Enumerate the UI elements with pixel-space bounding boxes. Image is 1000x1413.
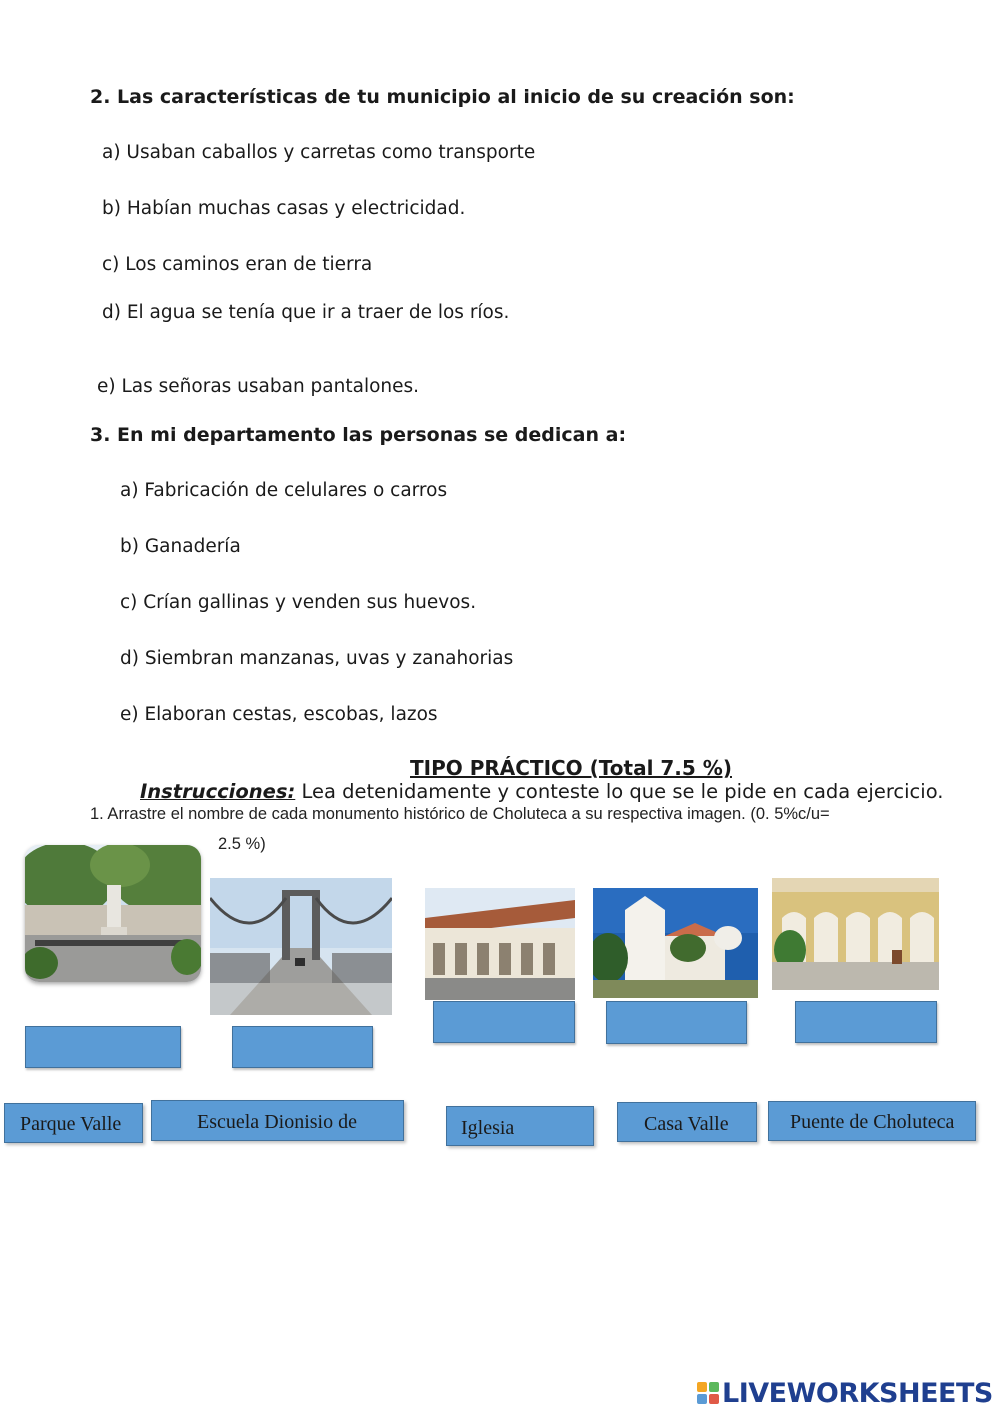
bridge-photo xyxy=(210,878,392,1015)
label-text: Puente de Choluteca xyxy=(790,1111,955,1133)
q2-option-a: a) Usaban caballos y carretas como transporte xyxy=(102,142,536,163)
drop-target-4[interactable] xyxy=(606,1001,747,1044)
label-text: Parque Valle xyxy=(20,1113,122,1135)
drop-target-2[interactable] xyxy=(232,1026,373,1068)
casa-photo xyxy=(772,878,939,990)
drop-target-3[interactable] xyxy=(433,1001,575,1043)
q2-option-b: b) Habían muchas casas y electricidad. xyxy=(102,198,466,219)
draggable-label-iglesia[interactable] xyxy=(446,1106,594,1146)
draggable-label-casa-valle[interactable] xyxy=(617,1102,757,1142)
draggable-label-parque-valle[interactable] xyxy=(4,1103,143,1143)
q2-option-e: e) Las señoras usaban pantalones. xyxy=(97,376,420,397)
park-photo xyxy=(25,845,201,982)
q3-option-e: e) Elaboran cestas, escobas, lazos xyxy=(120,704,438,725)
practical-section-title: TIPO PRÁCTICO (Total 7.5 %) xyxy=(410,756,732,780)
task-1-line-1: 1. Arrastre el nombre de cada monumento histórico de Choluteca a su respectiva imagen. (0. 5%c/u= xyxy=(90,805,830,823)
question-3-title: 3. En mi departamento las personas se dedican a: xyxy=(90,424,627,446)
q3-option-c: c) Crían gallinas y venden sus huevos. xyxy=(120,592,477,613)
school-photo xyxy=(425,888,575,1000)
q2-option-d: d) El agua se tenía que ir a traer de los ríos. xyxy=(102,302,510,323)
q2-option-c: c) Los caminos eran de tierra xyxy=(102,254,373,275)
question-2-title: 2. Las características de tu municipio al inicio de su creación son: xyxy=(90,86,795,108)
draggable-label-puente[interactable] xyxy=(768,1101,976,1141)
draggable-label-escuela[interactable] xyxy=(151,1100,404,1141)
q3-option-a: a) Fabricación de celulares o carros xyxy=(120,480,448,501)
instructions-text: Lea detenidamente y conteste lo que se le pide en cada ejercicio. xyxy=(295,780,944,803)
instructions-line xyxy=(140,780,944,803)
q3-option-b: b) Ganadería xyxy=(120,536,241,557)
label-text: Escuela Dionisio de xyxy=(197,1111,357,1133)
label-text: Iglesia xyxy=(461,1117,515,1139)
logo-text: LIVEWORKSHEETS xyxy=(722,1377,993,1409)
drop-target-1[interactable] xyxy=(25,1026,181,1068)
logo-squares-icon xyxy=(697,1382,719,1404)
q3-option-d: d) Siembran manzanas, uvas y zanahorias xyxy=(120,648,514,669)
drop-target-5[interactable] xyxy=(795,1001,937,1043)
church-photo xyxy=(593,888,758,998)
liveworksheets-logo xyxy=(697,1376,993,1410)
task-1-line-2: 2.5 %) xyxy=(218,835,266,853)
label-text: Casa Valle xyxy=(644,1113,729,1135)
instructions-label: Instrucciones: xyxy=(140,780,296,803)
